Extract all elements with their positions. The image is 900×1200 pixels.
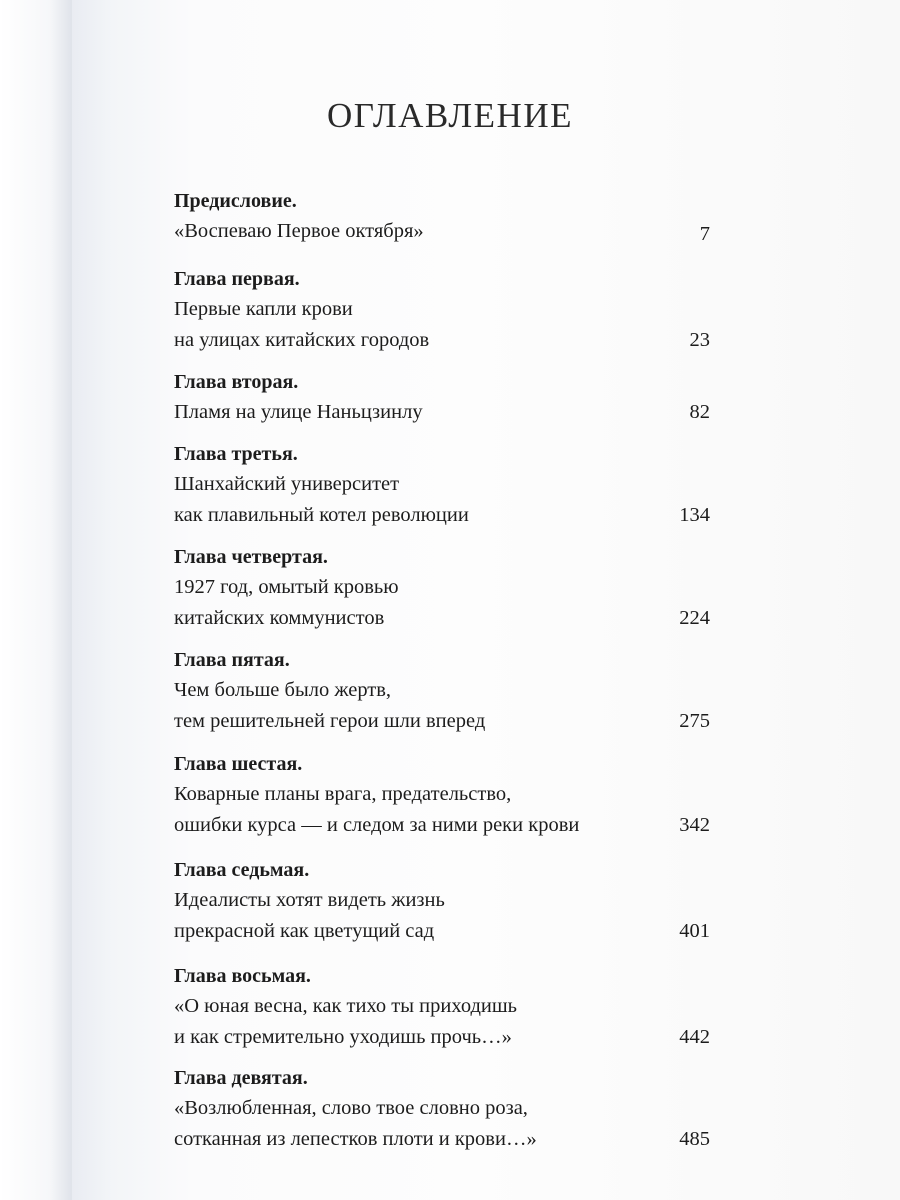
page-gutter-shadow xyxy=(0,0,72,1200)
toc-entry xyxy=(174,645,710,737)
page-number: 485 xyxy=(679,1128,710,1150)
toc-entry xyxy=(174,961,710,1053)
chapter-heading: Глава третья. xyxy=(174,443,298,465)
chapter-title-line: тем решительней герои шли вперед xyxy=(174,710,486,732)
toc-entry xyxy=(174,264,710,356)
chapter-title-line: Чем больше было жертв, xyxy=(174,679,392,701)
page-number: 275 xyxy=(679,710,710,732)
chapter-title-line: Шанхайский университет xyxy=(174,473,400,495)
chapter-title-line: на улицах китайских городов xyxy=(174,329,430,351)
chapter-heading: Глава первая. xyxy=(174,268,300,290)
page-number: 7 xyxy=(699,223,710,245)
chapter-title-line: «О юная весна, как тихо ты приходишь xyxy=(174,995,518,1017)
chapter-title-line: «Воспеваю Первое октября» xyxy=(174,220,424,242)
toc-entry xyxy=(174,186,710,250)
chapter-title-line: Коварные планы врага, предательство, xyxy=(174,783,512,805)
toc-entry xyxy=(174,367,710,428)
page-number: 224 xyxy=(679,607,710,629)
page-number: 23 xyxy=(689,329,710,351)
toc-entry xyxy=(174,855,710,947)
chapter-title-line: и как стремительно уходишь прочь…» xyxy=(174,1026,512,1048)
page-number: 442 xyxy=(679,1026,710,1048)
chapter-title-line: сотканная из лепестков плоти и крови…» xyxy=(174,1128,537,1150)
chapter-title-line: Пламя на улице Наньцзинлу xyxy=(174,401,423,423)
chapter-heading: Глава пятая. xyxy=(174,649,290,671)
page-number: 342 xyxy=(679,814,710,836)
toc-entry xyxy=(174,749,710,841)
chapter-heading: Глава девятая. xyxy=(174,1067,308,1089)
table-of-contents xyxy=(174,186,710,1155)
page-number: 401 xyxy=(679,920,710,942)
chapter-title-line: ошибки курса — и следом за ними реки крови xyxy=(174,814,580,836)
chapter-title-line: «Возлюбленная, слово твое словно роза, xyxy=(174,1097,528,1119)
page-number: 134 xyxy=(679,504,710,526)
chapter-title-line: прекрасной как цветущий сад xyxy=(174,920,435,942)
page-title: ОГЛАВЛЕНИЕ xyxy=(327,96,573,135)
chapter-title-line: как плавильный котел революции xyxy=(174,504,469,526)
toc-entry xyxy=(174,439,710,531)
chapter-title-line: 1927 год, омытый кровью xyxy=(174,576,399,598)
chapter-title-line: Первые капли крови xyxy=(174,298,353,320)
toc-entry xyxy=(174,1063,710,1155)
page-number: 82 xyxy=(689,401,710,423)
chapter-title-line: Идеалисты хотят видеть жизнь xyxy=(174,889,445,911)
chapter-heading: Предисловие. xyxy=(174,190,297,212)
chapter-title-line: китайских коммунистов xyxy=(174,607,385,629)
chapter-heading: Глава вторая. xyxy=(174,371,299,393)
chapter-heading: Глава седьмая. xyxy=(174,859,310,881)
toc-entry xyxy=(174,542,710,634)
chapter-heading: Глава шестая. xyxy=(174,753,303,775)
chapter-heading: Глава восьмая. xyxy=(174,965,311,987)
chapter-heading: Глава четвертая. xyxy=(174,546,328,568)
